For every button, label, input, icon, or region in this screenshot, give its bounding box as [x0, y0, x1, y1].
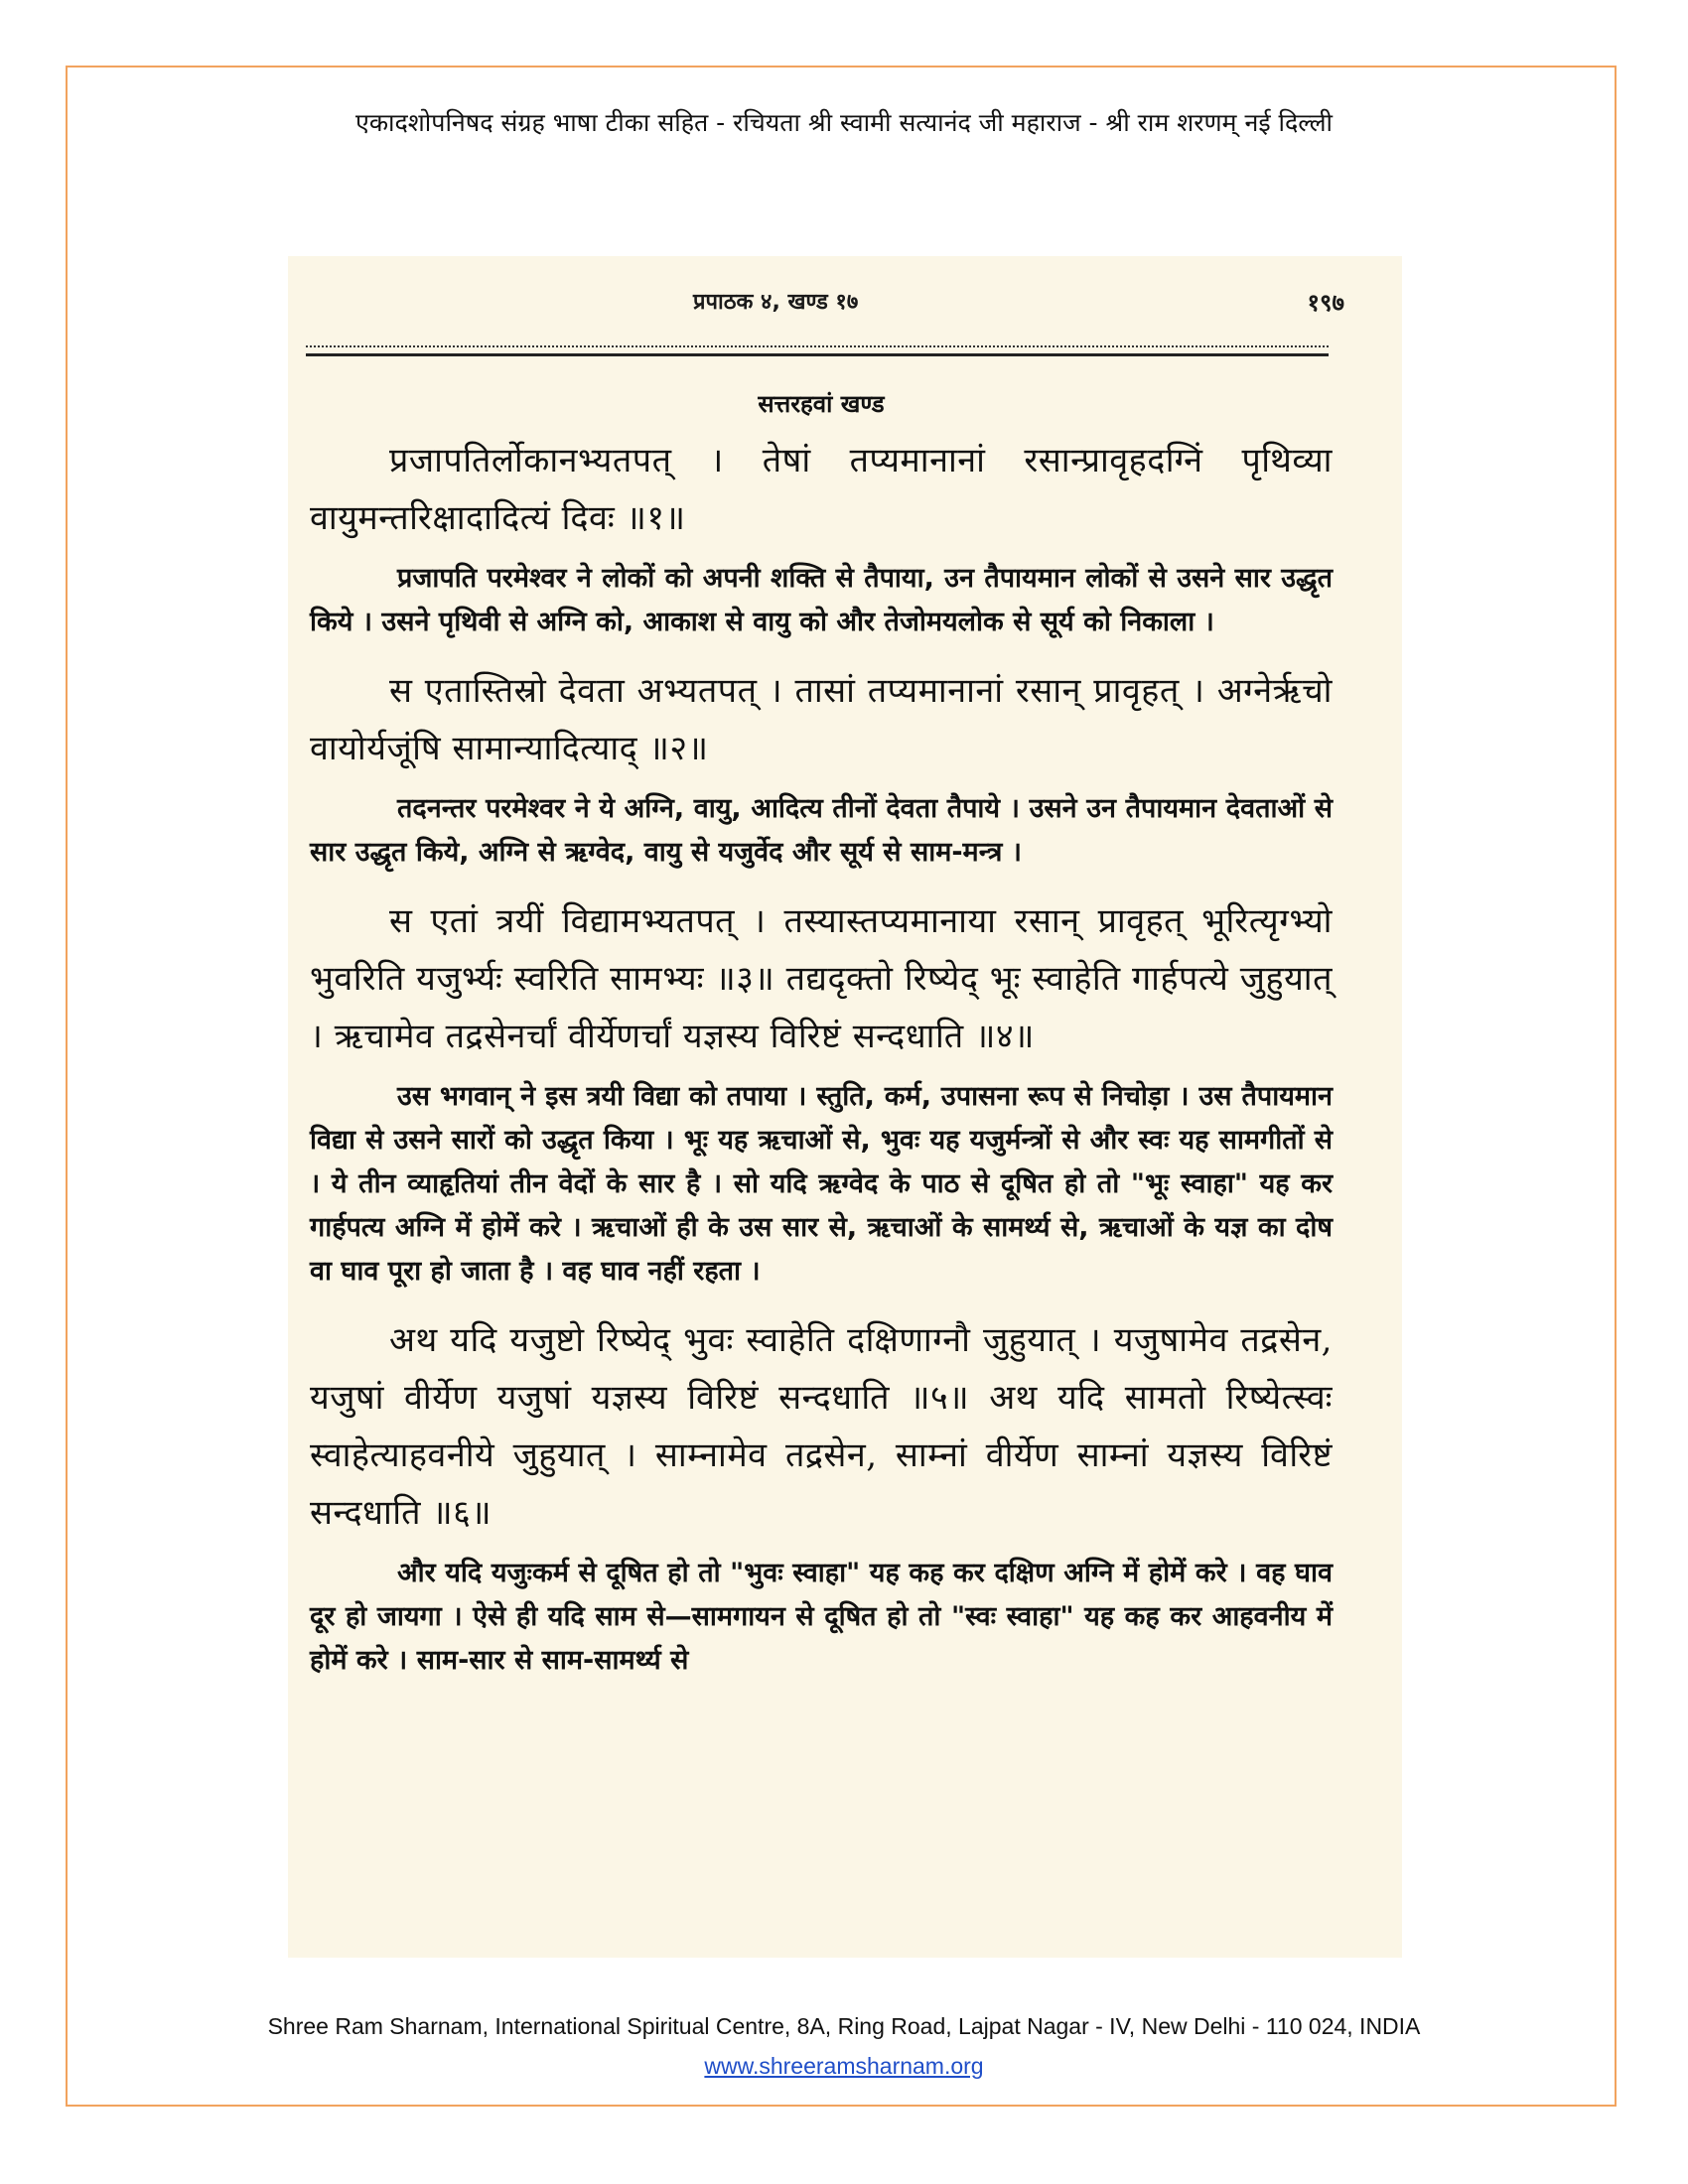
page-number: १९७	[1307, 289, 1344, 317]
dotted-rule	[306, 345, 1329, 347]
hindi-translation: और यदि यजुःकर्म से दूषित हो तो "भुवः स्वाहा" यह कह कर दक्षिण अग्नि में होमें करे । वह घाव दूर हो जायगा । ऐसे ही यदि साम से—सामगायन से दूषित हो तो "स्वः स्वाहा" यह कह कर आहवनीय में होमें करे । साम-सार से साम-सामर्थ्य से	[310, 1558, 1333, 1676]
scanned-page	[288, 256, 1402, 1958]
document-header: एकादशोपनिषद संग्रह भाषा टीका सहित - रचियता श्री स्वामी सत्यानंद जी महाराज - श्री राम शरणम् नई दिल्ली	[355, 108, 1333, 137]
sanskrit-verse: स एतास्तिस्रो देवता अभ्यतपत् । तासां तप्यमानानां रसान् प्रावृहत् । अग्नेर्ऋचो वायोर्यजूंषि सामान्यादित्याद् ॥२॥	[310, 671, 1333, 768]
hindi-translation: प्रजापति परमेश्वर ने लोकों को अपनी शक्ति से तैपाया, उन तैपायमान लोकों से उसने सार उद्धृत किये । उसने पृथिवी से अग्नि को, आकाश से वायु को और तेजोमयलोक से सूर्य को निकाला ।	[310, 563, 1333, 637]
section-title: सत्तरहवां खण्ड	[758, 390, 885, 418]
running-head-section: प्रपाठक ४, खण्ड १७	[693, 290, 859, 315]
sanskrit-verse: अथ यदि यजुष्टो रिष्येद् भुवः स्वाहेति दक्षिणाग्नौ जुहुयात् । यजुषामेव तद्रसेन, यजुषां वीर्येण यजुषां यज्ञस्य विरिष्टं सन्दधाति ॥५॥ अथ यदि सामतो रिष्येत्स्वः स्वाहेत्याहवनीये जुहुयात् । साम्नामेव तद्रसेन, साम्नां वीर्येण साम्नां यज्ञस्य विरिष्टं सन्दधाति ॥६॥	[310, 1320, 1333, 1533]
hindi-translation: उस भगवान् ने इस त्रयी विद्या को तपाया । स्तुति, कर्म, उपासना रूप से निचोड़ा । उस तैपायमान विद्या से उसने सारों को उद्धृत किया । भूः यह ऋचाओं से, भुवः यह यजुर्मन्त्रों से और स्वः यह सामगीतों से । ये तीन व्याहृतियां तीन वेदों के सार है । सो यदि ऋग्वेद के पाठ से दूषित हो तो "भूः स्वाहा" यह कर गार्हपत्य अग्नि में होमें करे । ऋचाओं ही के उस सार से, ऋचाओं के सामर्थ्य से, ऋचाओं के यज्ञ का दोष वा घाव पूरा हो जाता है । वह घाव नहीं रहता ।	[310, 1081, 1333, 1287]
sanskrit-verse: प्रजापतिर्लोकानभ्यतपत् । तेषां तप्यमानानां रसान्प्रावृहदग्निं पृथिव्या वायुमन्तरिक्षादादित्यं दिवः ॥१॥	[310, 441, 1333, 538]
footer-website-row	[0, 2053, 1688, 2080]
page-body	[310, 387, 1333, 1701]
running-head	[288, 278, 1402, 318]
website-link[interactable]: www.shreeramsharnam.org	[704, 2053, 984, 2079]
hindi-translation: तदनन्तर परमेश्वर ने ये अग्नि, वायु, आदित्य तीनों देवता तैपाये । उसने उन तैपायमान देवताओं से सार उद्धृत किये, अग्नि से ऋग्वेद, वायु से यजुर्वेद और सूर्य से साम-मन्त्र ।	[310, 793, 1333, 868]
footer-address: Shree Ram Sharnam, International Spiritual Centre, 8A, Ring Road, Lajpat Nagar - IV, New Delhi - 110 024, INDIA	[267, 2013, 1421, 2039]
solid-rule	[306, 353, 1329, 356]
content-blocks	[310, 432, 1333, 1683]
sanskrit-verse: स एतां त्रयीं विद्यामभ्यतपत् । तस्यास्तप्यमानाया रसान् प्रावृहत् भूरित्यृग्भ्यो भुवरिति यजुर्भ्यः स्वरिति सामभ्यः ॥३॥ तद्यदृक्तो रिष्येद् भूः स्वाहेति गार्हपत्ये जुहुयात् । ऋचामेव तद्रसेनर्चां वीर्येणर्चां यज्ञस्य विरिष्टं सन्दधाति ॥४॥	[310, 901, 1333, 1056]
